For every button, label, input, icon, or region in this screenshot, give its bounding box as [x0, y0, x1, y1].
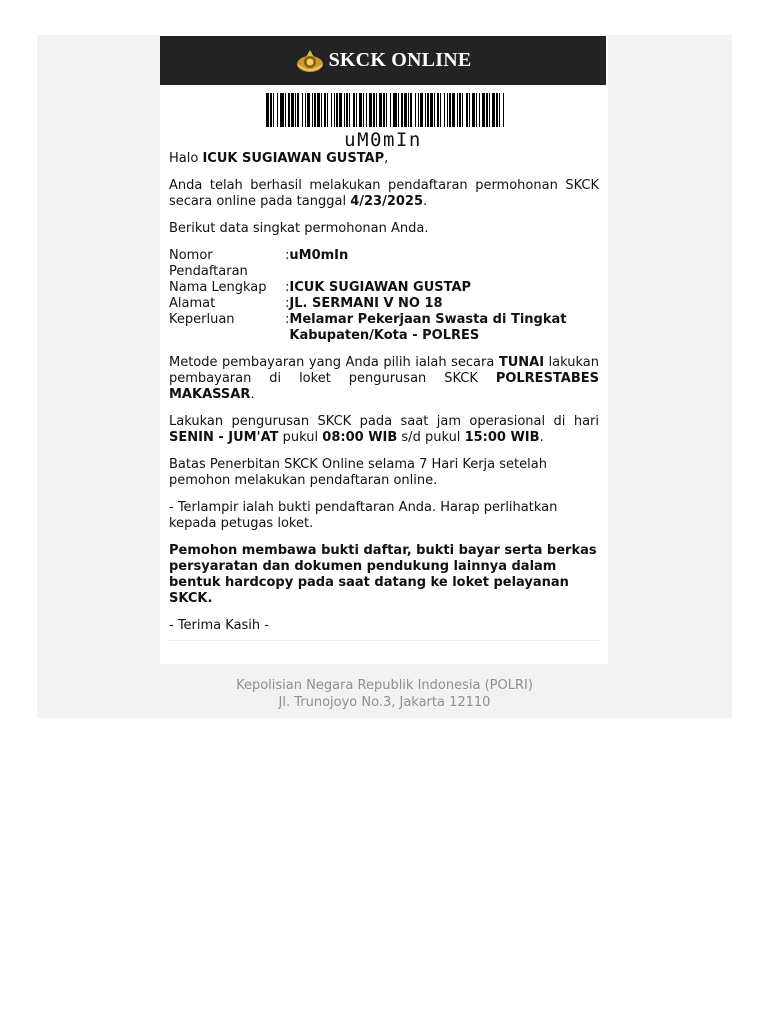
barcode-bar: [297, 93, 299, 127]
barcode-bar: [353, 93, 355, 127]
barcode-bar: [327, 93, 328, 127]
greeting: Halo ICUK SUGIAWAN GUSTAP,: [169, 151, 389, 166]
barcode-bar: [356, 93, 357, 127]
barcode-bar: [415, 93, 416, 127]
barcode-bar: [266, 93, 269, 127]
barcode-bar: [366, 93, 367, 127]
payment-location: POLRESTABES MAKASSAR: [169, 371, 599, 402]
barcode-bar: [476, 93, 477, 127]
barcode-bar: [393, 93, 397, 127]
barcode-bar: [482, 93, 485, 127]
barcode-bar: [503, 93, 504, 127]
barcode-bar: [404, 93, 407, 127]
barcode-bar: [277, 93, 278, 127]
barcode-bar: [447, 93, 448, 127]
attachment-note: - Terlampir ialah bukti pendaftaran Anda. Harap perlihatkan kepada petugas loket.: [169, 500, 558, 531]
email-footer: [37, 677, 732, 711]
barcode-bar: [302, 93, 303, 127]
barcode-bar: [449, 93, 451, 127]
deadline-paragraph: Batas Penerbitan SKCK Online selama 7 Hari Kerja setelah pemohon melakukan pendaftaran online.: [169, 457, 547, 488]
barcode-bar: [452, 93, 455, 127]
barcode-bar: [321, 93, 322, 127]
barcode-code: uM0mIn: [344, 129, 422, 151]
barcode-bar: [457, 93, 458, 127]
barcode-bar: [369, 93, 372, 127]
email-body: [169, 151, 599, 645]
barcode-bar: [344, 93, 345, 127]
barcode-bar: [383, 93, 385, 127]
closing-time: 15:00 WIB: [464, 430, 540, 445]
barcode-bar: [437, 93, 439, 127]
payment-method: TUNAI: [498, 355, 545, 370]
barcode-bar: [390, 93, 391, 127]
barcode-bar: [280, 93, 284, 127]
barcode-bar: [486, 93, 488, 127]
detail-row: Nomor Pendaftaran : uM0mIn: [169, 248, 589, 280]
email-background: [37, 35, 732, 718]
logo-text: SKCK ONLINE: [328, 49, 472, 71]
barcode-bar: [408, 93, 409, 127]
detail-value: ICUK SUGIAWAN GUSTAP: [289, 280, 472, 295]
barcode-bar: [363, 93, 364, 127]
barcode-bar: [373, 93, 375, 127]
email-card: [160, 35, 608, 664]
barcode-bar: [291, 93, 294, 127]
barcode-bar: [376, 93, 377, 127]
barcode-bar: [462, 93, 463, 127]
applicant-name: ICUK SUGIAWAN GUSTAP: [202, 151, 385, 166]
barcode-bar: [489, 93, 490, 127]
closing-text: - Terima Kasih -: [169, 618, 269, 633]
barcode-bar: [334, 93, 335, 127]
detail-row: Nama Lengkap : ICUK SUGIAWAN GUSTAP: [169, 280, 589, 296]
barcode-bar: [479, 93, 480, 127]
barcode-bar: [331, 93, 332, 127]
barcode-bar: [496, 93, 498, 127]
barcode-bar: [273, 93, 274, 127]
barcode-bar: [307, 93, 310, 127]
barcode-bar: [472, 93, 475, 127]
barcode-bar: [459, 93, 461, 127]
summary-intro: Berikut data singkat permohonan Anda.: [169, 221, 429, 236]
barcode-bar: [440, 93, 441, 127]
barcode-bar: [336, 93, 338, 127]
detail-value: JL. SERMANI V NO 18: [289, 296, 443, 311]
barcode-bar: [379, 93, 382, 127]
registration-date: 4/23/2025: [350, 194, 424, 209]
intro-paragraph: Anda telah berhasil melakukan pendaftaran permohonan SKCK secara online pada tanggal 4/23/2025.: [169, 178, 599, 209]
barcode-bar: [430, 93, 433, 127]
barcode-bar: [305, 93, 306, 127]
barcode-bar: [285, 93, 286, 127]
payment-paragraph: Metode pembayaran yang Anda pilih ialah secara TUNAI lakukan pembayaran di loket pengurusan SKCK POLRESTABES MAKASSAR.: [169, 355, 599, 402]
barcode-bar: [314, 93, 316, 127]
barcode-bar: [295, 93, 296, 127]
barcode-bar: [346, 93, 348, 127]
barcode-bar: [270, 93, 272, 127]
barcode-bar: [317, 93, 320, 127]
footer-organization: Kepolisian Negara Republik Indonesia (POLRI): [236, 678, 533, 693]
registration-barcode: [266, 93, 504, 127]
barcode-bar: [434, 93, 435, 127]
barcode-bar: [466, 93, 468, 127]
detail-label: Nama Lengkap: [169, 280, 267, 295]
operating-days: SENIN - JUM'AT: [169, 430, 279, 445]
barcode-bar: [444, 93, 445, 127]
barcode-bar: [492, 93, 495, 127]
barcode-bar: [425, 93, 426, 127]
detail-row: Keperluan : Melamar Pekerjaan Swasta di Tingkat Kabupaten/Kota - POLRES: [169, 312, 589, 344]
barcode-bar: [359, 93, 362, 127]
barcode-bar: [469, 93, 470, 127]
requirements-note: Pemohon membawa bukti daftar, bukti bayar serta berkas persyaratan dan dokumen pendukung lainnya dalam bentuk hardcopy pada saat datang ke loket pelayanan SKCK.: [169, 543, 597, 606]
polri-emblem-icon: [295, 47, 325, 75]
barcode-bar: [401, 93, 403, 127]
barcode-bar: [398, 93, 399, 127]
barcode-bar: [386, 93, 387, 127]
detail-value: Melamar Pekerjaan Swasta di Tingkat Kabupaten/Kota - POLRES: [289, 312, 567, 343]
barcode-bar: [349, 93, 350, 127]
email-header: [160, 36, 606, 85]
footer-address: Jl. Trunojoyo No.3, Jakarta 12110: [278, 695, 491, 710]
hours-paragraph: Lakukan pengurusan SKCK pada saat jam operasional di hari SENIN - JUM'AT pukul 08:00 WIB s/d pukul 15:00 WIB.: [169, 414, 599, 445]
opening-time: 08:00 WIB: [322, 430, 398, 445]
detail-row: Alamat : JL. SERMANI V NO 18: [169, 296, 589, 312]
barcode-bar: [339, 93, 342, 127]
registration-details-table: [169, 248, 589, 344]
barcode-bar: [410, 93, 412, 127]
barcode-bar: [420, 93, 423, 127]
barcode-bar: [288, 93, 290, 127]
barcode-bar: [312, 93, 313, 127]
detail-label: Keperluan: [169, 312, 235, 327]
detail-value: uM0mIn: [289, 248, 349, 263]
detail-label: Nomor Pendaftaran: [169, 248, 248, 279]
barcode-bar: [324, 93, 326, 127]
barcode-bar: [418, 93, 419, 127]
barcode-bar: [499, 93, 500, 127]
skck-logo: [295, 47, 472, 75]
detail-label: Alamat: [169, 296, 216, 311]
divider: [169, 640, 599, 641]
barcode-bar: [427, 93, 429, 127]
